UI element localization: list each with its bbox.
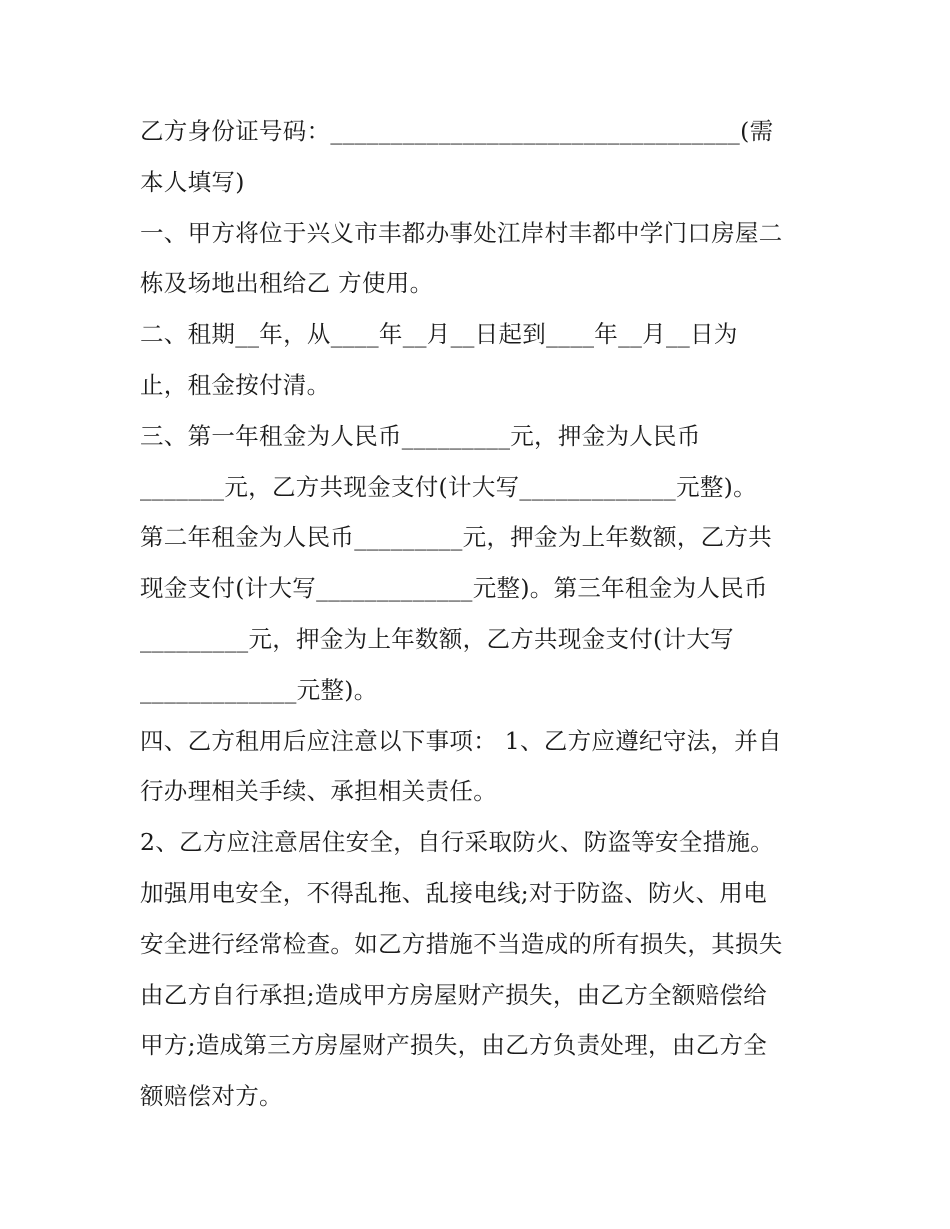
text-line: 行办理相关手续、承担相关责任。 — [140, 777, 497, 806]
text-line: 2、乙方应注意居住安全，自行采取防火、防盗等安全措施。 — [140, 828, 775, 857]
text-line: 第二年租金为人民币_________元，押金为上年数额，乙方共 — [140, 523, 773, 552]
text-line: 现金支付(计大写_____________元整)。第三年租金为人民币 — [140, 574, 768, 603]
text-line: _________元，押金为上年数额，乙方共现金支付(计大写 — [140, 624, 734, 653]
contract-text — [140, 106, 820, 1122]
text-line: 栋及场地出租给乙 方使用。 — [140, 269, 434, 298]
text-line: 额赔偿对方。 — [140, 1082, 283, 1111]
text-line: 乙方身份证号码：__________________________________(需 — [140, 117, 774, 145]
text-line: _____________元整)。 — [140, 675, 378, 704]
text-line: 加强用电安全，不得乱拖、乱接电线;对于防盗、防火、用电 — [140, 878, 768, 907]
text-line: 三、第一年租金为人民币_________元，押金为人民币 — [140, 421, 701, 450]
text-line: 二、租期__年，从____年__月__日起到____年__月__日为 — [140, 320, 738, 349]
text-line: 由乙方自行承担;造成甲方房屋财产损失，由乙方全额赔偿给 — [140, 980, 768, 1009]
text-line: 本人填写) — [140, 167, 245, 196]
text-line: 一、甲方将位于兴义市丰都办事处江岸村丰都中学门口房屋二 — [140, 218, 783, 247]
text-line: 四、乙方租用后应注意以下事项： 1、乙方应遵纪守法，并自 — [140, 726, 782, 755]
text-line: 安全进行经常检查。如乙方措施不当造成的所有损失，其损失 — [140, 929, 783, 958]
text-line: 止，租金按付清。 — [140, 370, 331, 399]
text-line: _______元，乙方共现金支付(计大写_____________元整)。 — [140, 472, 757, 501]
text-line: 甲方;造成第三方房屋财产损失，由乙方负责处理，由乙方全 — [140, 1031, 768, 1060]
